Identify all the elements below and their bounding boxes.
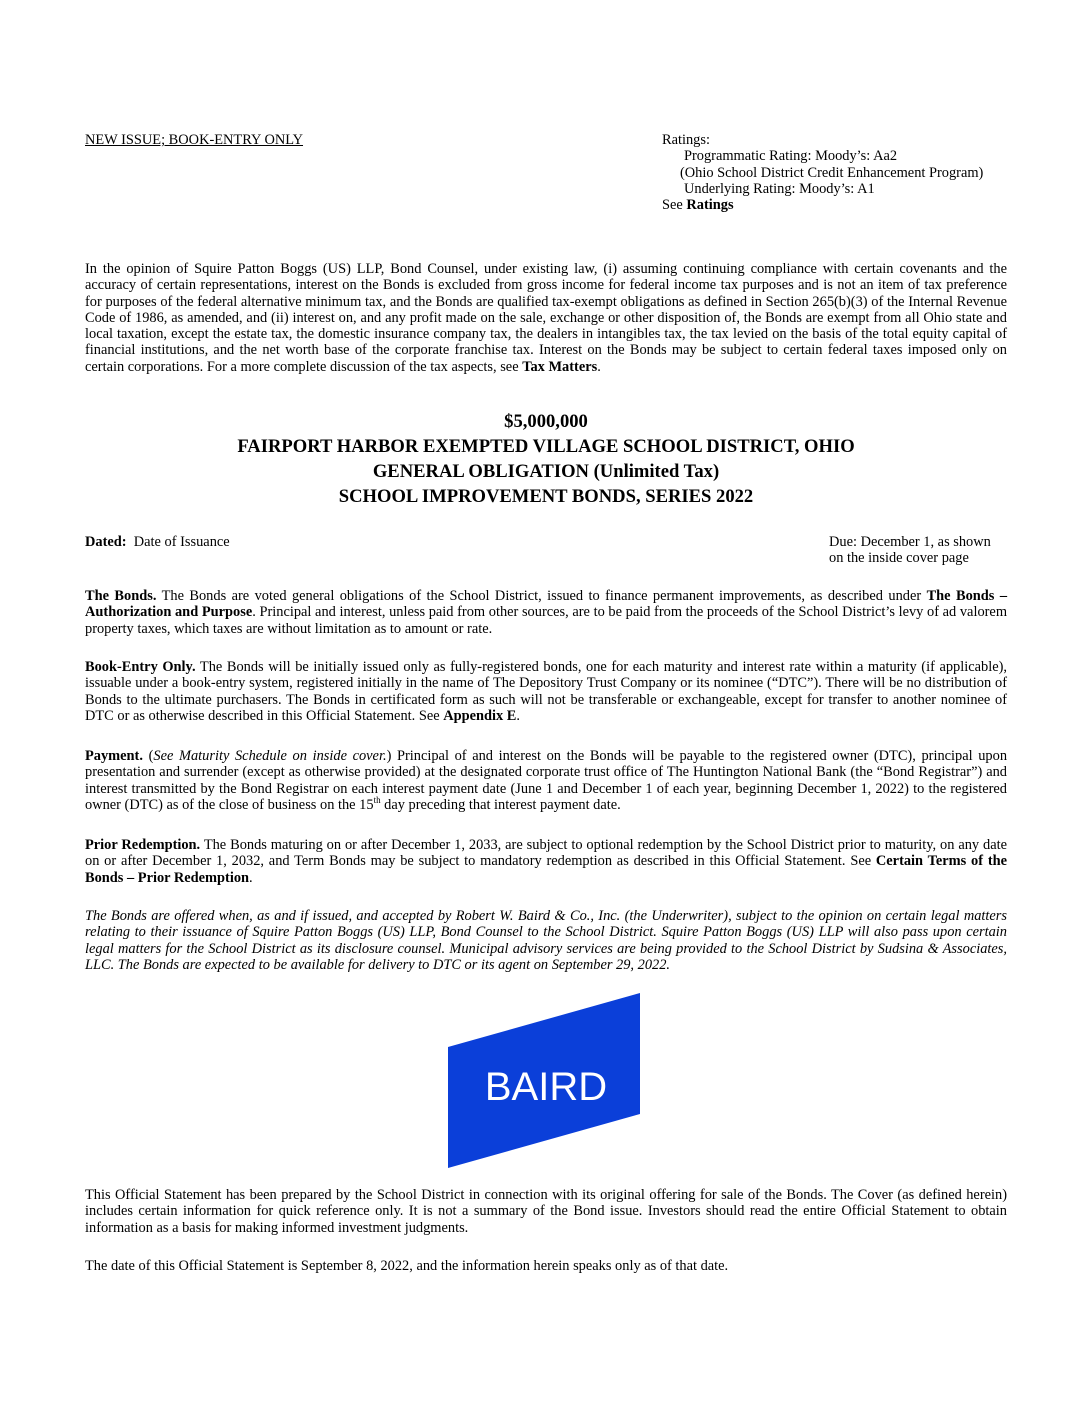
see-ratings: See Ratings — [662, 197, 734, 214]
book-entry-label: Book-Entry Only. — [85, 659, 196, 675]
tax-matters-reference: Tax Matters — [522, 358, 598, 375]
payment-label: Payment. — [85, 748, 143, 764]
official-statement-cover — [85, 0, 1007, 1408]
dated-value: Date of Issuance — [126, 534, 230, 550]
tax-opinion: In the opinion of Squire Patton Boggs (US) LLP, Bond Counsel, under existing law, (i) assuming continuing compliance with certain covenants and the accuracy of certain representations, interest on the Bonds is excluded from gross income for federal income tax purposes and is not an item of tax preference for purposes of the federal alternative minimum tax, and the Bonds are qualified tax-exempt obligations as defined in Section 265(b)(3) of the Internal Revenue Code of 1986, as amended, and (ii) interest on, and any profit made on the sale, exchange or other disposition of, the Bonds are exempt from all Ohio state and local taxation, except the estate tax, the domestic insurance company tax, the dealers in intangibles tax, the tax levied on the basis of the total equity capital of financial institutions, and the net worth base of the corporate franchise tax. Interest on the Bonds may be subject to certain federal taxes imposed only on certain corporations. For a more complete discussion of the tax aspects, see Tax Matters. — [85, 261, 1007, 375]
prior-redemption-label: Prior Redemption. — [85, 837, 201, 853]
offering-paragraph: The Bonds are offered when, as and if issued, and accepted by Robert W. Baird & Co., Inc. (the Underwriter), subject to the opinion on certain legal matters relating to their issuance of Squire Patton Boggs (US) LLP, Bond Counsel to the School District. Squire Patton Boggs (US) LLP will also pass upon certain legal matters for the School District as its disclosure counsel. Municipal advisory services are being provided to the School District by Sudsina & Associates, LLC. The Bonds are expected to be available for delivery to DTC or its agent on September 29, 2022. — [85, 908, 1007, 973]
prior-redemption-paragraph: Prior Redemption. The Bonds maturing on or after December 1, 2033, are subject to optional redemption by the School District prior to maturity, on any date on or after December 1, 2032, and Term Bonds may be subject to mandatory redemption as described in this Official Statement. See Certain Terms of the Bonds – Prior Redemption. — [85, 837, 1007, 886]
ratings-block — [662, 132, 983, 213]
authorization-reference: The Bonds – Authorization and Purpose — [85, 588, 1008, 621]
svg-text:BAIRD: BAIRD — [484, 1065, 608, 1109]
prepared-statement: This Official Statement has been prepared by the School District in connection with its original offering for sale of the Bonds. The Cover (as defined herein) includes certain information for quick reference only. It is not a summary of the Bond issue. Investors should read the entire Official Statement to obtain information as a basis for making informed investment judgments. — [85, 1187, 1007, 1236]
statement-date: The date of this Official Statement is September 8, 2022, and the information herein speaks only as of that date. — [85, 1258, 729, 1274]
issuer-name: FAIRPORT HARBOR EXEMPTED VILLAGE SCHOOL DISTRICT, OHIO — [237, 436, 855, 457]
prior-redemption-reference: Certain Terms of the Bonds – Prior Redemption — [85, 853, 1007, 886]
payment-paragraph: Payment. (See Maturity Schedule on inside cover.) Principal of and interest on the Bonds will be payable to the registered owner (DTC), principal upon presentation and surrender (except as otherwise provided) at the designated corporate trust office of The Huntington National Bank (the “Bond Registrar”) and interest transmitted by the Bond Registrar on each interest payment date (June 1 and December 1 of each year, beginning December 1, 2022) to the registered owner (DTC) as of the close of business on the 15th day preceding that interest payment date. — [85, 748, 1008, 813]
dated — [85, 534, 230, 550]
book-entry-paragraph: Book-Entry Only. The Bonds will be initially issued only as fully-registered bonds, one for each maturity and interest rate within a maturity (if applicable), issuable under a book-entry system, registered initially in the name of The Depository Trust Company or its nominee (“DTC”). There will be no distribution of Bonds to the ultimate purchasers. The Bonds in certificated form as such will not be transferable or exchangeable, except for transfer to another nominee of DTC or as otherwise described in this Official Statement. See Appendix E. — [85, 659, 1007, 724]
dated-label: Dated: — [85, 534, 127, 550]
programmatic-rating: Programmatic Rating: Moody’s: Aa2 — [684, 148, 898, 165]
the-bonds-paragraph: The Bonds. The Bonds are voted general obligations of the School District, issued to finance permanent improvements, as described under The Bonds – Authorization and Purpose. Principal and interest, unless paid from other sources, are to be paid from the proceeds of the School District’s levy of ad valorem property taxes, which taxes are without limitation as to amount or rate. — [85, 588, 1008, 637]
bond-amount: $5,000,000 — [504, 411, 588, 432]
ratings-label: Ratings: — [662, 132, 710, 148]
due-date: Due: December 1, as shown on the inside cover page — [829, 534, 991, 567]
ratings-reference: Ratings — [686, 197, 734, 214]
obligation-type: GENERAL OBLIGATION (Unlimited Tax) — [372, 461, 720, 482]
program-name: (Ohio School District Credit Enhancement Program) — [680, 164, 984, 181]
the-bonds-label: The Bonds. — [85, 588, 157, 604]
issue-type: NEW ISSUE; BOOK-ENTRY ONLY — [85, 132, 304, 148]
baird-logo — [448, 993, 640, 1168]
series-name: SCHOOL IMPROVEMENT BONDS, SERIES 2022 — [338, 486, 754, 507]
appendix-e-reference: Appendix E — [443, 707, 517, 724]
underlying-rating: Underlying Rating: Moody’s: A1 — [684, 180, 875, 197]
